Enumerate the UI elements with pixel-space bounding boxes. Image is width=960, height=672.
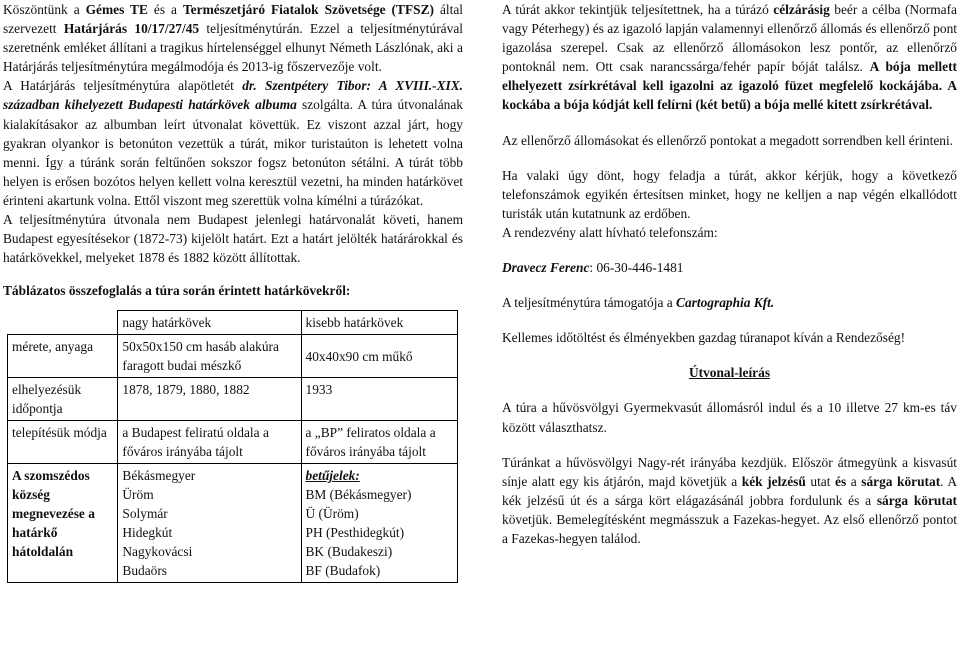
right-column: [502, 0, 957, 548]
closing-time-term: célzárásig: [773, 2, 830, 17]
intro-text: teljesítménytúrán. Ezzel a teljesítménytúrával szeretnénk emléket állítani a tragikus hírtelenséggel elhunyt Németh Lászlónak, aki a Határjárás teljesítménytúra megálmodója és 2013-ig főszervezője volt.: [3, 21, 463, 75]
codes-title: betűjelek:: [305, 468, 360, 484]
order-paragraph: Az ellenőrző állomásokat és ellenőrző pontokat a megadott sorrendben kell érinteni.: [502, 132, 954, 148]
boundary-stone-table: [7, 310, 458, 583]
route-text: Túránkat a hűvösvölgyi Nagy-rét irányába kezdjük. Először átmegyünk a kisvasút sínje alatt egy kis átjárón, majd követjük a: [502, 454, 957, 489]
cell-big-size: 50x50x150 cm hasáb alakúra faragott budai mészkő: [118, 335, 301, 378]
album-title: dr. Szentpétery Tibor: A XVIII.-XIX. században kihelyezett Budapesti határkövek albuma: [3, 78, 464, 113]
sponsor-line: [502, 293, 957, 312]
cell-big-orientation: a Budapest feliratú oldala a főváros irányába tájolt: [118, 421, 301, 464]
phone-number: : 06-30-446-1481: [589, 260, 684, 276]
neighbor-item: Hidegkút: [122, 525, 173, 541]
yellow-loop: sárga körutat: [876, 492, 957, 508]
table-row: [8, 421, 458, 464]
cell-small-size: 40x40x90 cm műkő: [301, 335, 458, 378]
table-row: [8, 335, 458, 378]
intro-text: által szervezett: [3, 2, 464, 37]
route-text: utat: [805, 473, 836, 489]
code-item: Ü (Üröm): [305, 506, 359, 522]
neighbor-item: Solymár: [122, 506, 168, 522]
crayon-instruction: A bója mellett elhelyezett zsírkrétával kell igazolni az igazoló füzet megfelelő kockájába. A kockába a bója kódját kell felírni (két betű) a bója mellé kitett zsírkrétával.: [502, 59, 957, 113]
table-header-big: nagy határkövek: [118, 311, 301, 335]
code-item: BF (Budafok): [305, 563, 381, 579]
route-start-paragraph: A túra a hűvösvölgyi Gyermekvasút állomásról indul és a 10 illetve 27 km-es táv között választhatsz.: [502, 400, 957, 435]
table-heading: Táblázatos összefoglalás a túra során érintett határkövekről:: [3, 283, 351, 299]
organizer-tfsz: Természetjáró Fiatalok Szövetsége (TFSZ): [182, 2, 434, 17]
origin-text: szolgálta. A túra útvonalának kialakításakor az albumban leírt útvonalat követtük. Ez viszont azzal járt, hogy gyakran olyankor is betonúton vezettük a túrát, mikor turistaúton is lehetett volna menni. Így a túránk során feltűnően sokszor fogsz betonúton sétálni. A túrát több helyen is erősen bozótos helyen kellett volna keresztül vezetni, ha minden határkövet érinteni akartunk volna. Ettől viszont meg szerettük volna kímélni a túrázókat.: [3, 97, 463, 208]
closing-paragraph: Kellemes időtöltést és élményekben gazdag túranapot kíván a Rendezőség!: [502, 330, 906, 346]
sponsor-name: Cartographia Kft.: [676, 295, 775, 311]
organizer-gemes: Gémes TE: [85, 2, 148, 17]
table-row: [8, 378, 458, 421]
table-row: [8, 464, 458, 583]
cell-small-codes: [301, 464, 458, 583]
origin-paragraph: [3, 76, 463, 210]
completion-text: A túrát akkor tekintjük teljesítettnek, ha a túrázó: [502, 2, 774, 17]
phone-intro: A rendezvény alatt hívható telefonszám:: [502, 224, 718, 240]
intro-paragraph: [3, 0, 463, 76]
table-corner-cell: [8, 311, 118, 335]
left-column: [3, 0, 463, 583]
row-label-size: mérete, anyaga: [8, 335, 118, 378]
neighbor-item: Nagykovácsi: [122, 544, 193, 560]
neighbor-item: Békásmegyer: [122, 468, 196, 484]
cell-big-neighbors: [118, 464, 301, 583]
route-text: . A kék jelzésű út és a sárga kört elágazásánál jobbra fordulunk és a: [502, 473, 957, 508]
cell-big-date: 1878, 1879, 1880, 1882: [118, 378, 301, 421]
row-label-neighbor: A szomszédos község megnevezése a határkő hátoldalán: [8, 464, 118, 583]
code-item: BM (Békásmegyer): [305, 487, 412, 503]
row-label-date: elhelyezésük időpontja: [8, 378, 118, 421]
phone-line: [502, 258, 957, 277]
cell-small-orientation: a „BP” feliratos oldala a főváros irányába tájolt: [301, 421, 458, 464]
yellow-loop: sárga körutat: [861, 473, 941, 489]
quit-paragraph: Ha valaki úgy dönt, hogy feladja a túrát, akkor kérjük, hogy a következő telefonszámok egyikén értesítsen minket, hogy ne kelljen a nap végén elkallódott turisták után kutatnunk az erdőben.: [502, 167, 957, 221]
completion-text: beér a célba (Normafa vagy Péterhegy) és az igazoló lapján valamennyi ellenőrző állomás és ellenőrző pont igazolása szerepel. Csak az ellenőrző állomásokon lesz pontőr, az ellenőrző pontoknál nem. Ott csak narancssárga/fehér papír bóját találsz.: [502, 2, 958, 75]
origin-text: A Határjárás teljesítménytúra alapötletét: [3, 78, 243, 94]
event-name: Határjárás 10/17/27/45: [63, 21, 200, 37]
table-row: [8, 311, 458, 335]
blue-trail: kék jelzésű: [741, 473, 806, 489]
neighbor-item: Budaörs: [122, 563, 168, 579]
sponsor-text: A teljesítménytúra támogatója a: [502, 295, 677, 311]
route-text-bold: és: [835, 473, 847, 489]
table-header-small: kisebb határkövek: [301, 311, 458, 335]
intro-text: Köszöntünk a: [3, 2, 86, 17]
code-item: PH (Pesthidegkút): [305, 525, 405, 541]
code-item: BK (Budakeszi): [305, 544, 393, 560]
row-label-orientation: telepítésük módja: [8, 421, 118, 464]
cell-small-date: 1933: [301, 378, 458, 421]
intro-text: és a: [147, 2, 183, 17]
neighbor-item: Üröm: [122, 487, 154, 503]
route-text: a: [846, 473, 862, 489]
route-description-paragraph: [502, 453, 957, 548]
route-title: Útvonal-leírás: [688, 365, 771, 381]
completion-paragraph: [502, 0, 957, 115]
route-text: követjük. Bemelegítésként megmásszuk a Fazekas-hegyet. Az első ellenőrző pontot a Fazekas-hegyen találod.: [502, 511, 957, 546]
contact-name: Dravecz Ferenc: [502, 260, 590, 276]
border-paragraph: A teljesítménytúra útvonala nem Budapest jelenlegi határvonalát követi, hanem Budapest egyesítésekor (1872-73) kijelölt határt. Ezt a határt jelölték határárokkal és határkövekkel, melyeket 1878 és 1882 között állítottak.: [3, 212, 463, 266]
